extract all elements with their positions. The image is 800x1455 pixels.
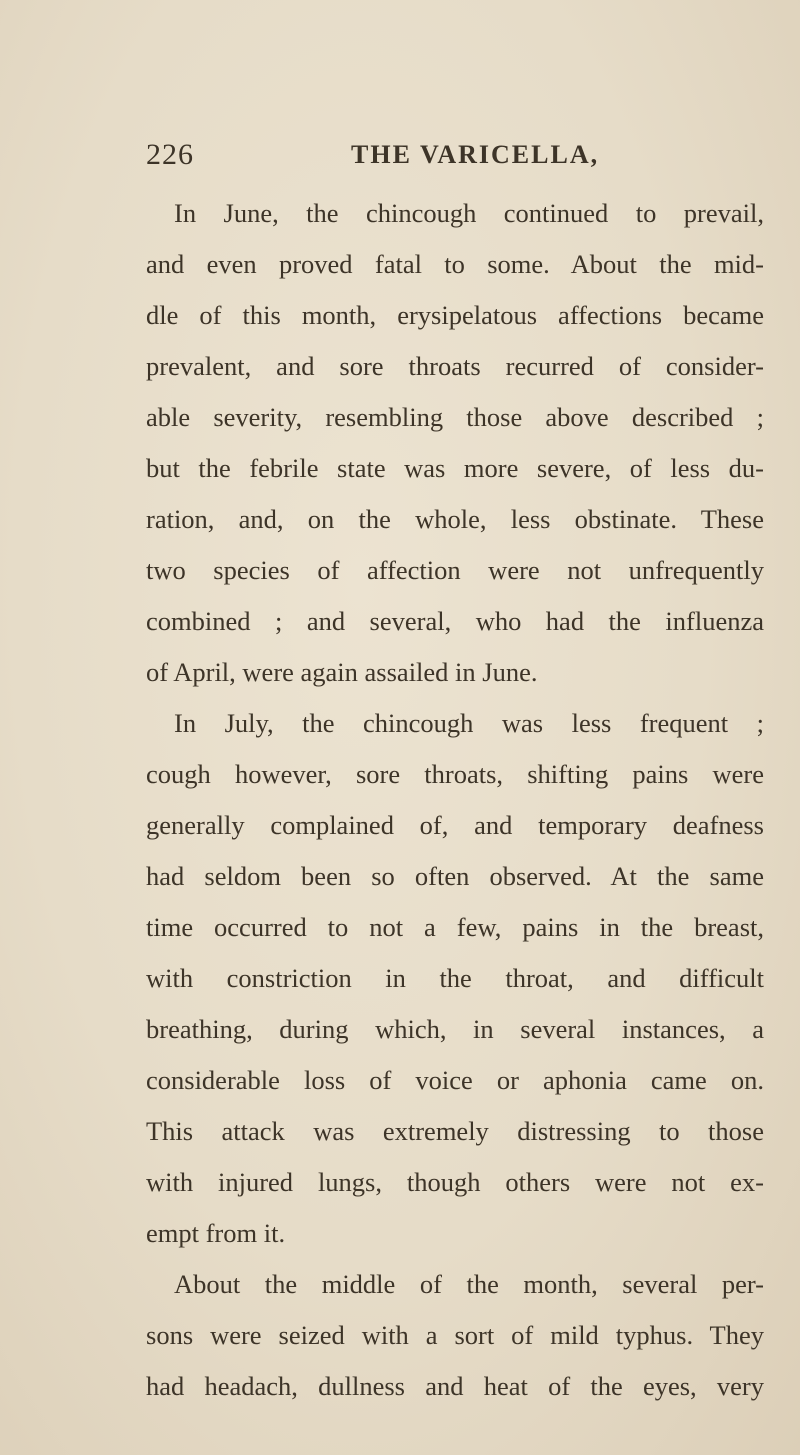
text-line: two species of affection were not unfrequently [146, 555, 764, 585]
text-line: empt from it. [146, 1218, 286, 1248]
text-line: ration, and, on the whole, less obstinate. These [146, 504, 764, 534]
text-line: dle of this month, erysipelatous affections became [146, 300, 764, 330]
text-line: sons were seized with a sort of mild typhus. They [146, 1320, 764, 1350]
text-line: About the middle of the month, several per- [174, 1269, 764, 1299]
text-line: This attack was extremely distressing to those [146, 1116, 764, 1146]
text-line: breathing, during which, in several instances, a [146, 1014, 764, 1044]
text-line: with constriction in the throat, and difficult [146, 963, 764, 993]
text-line: and even proved fatal to some. About the mid- [146, 249, 764, 279]
text-line: In July, the chincough was less frequent ; [174, 708, 764, 738]
text-line: but the febrile state was more severe, of less du- [146, 453, 764, 483]
text-line: considerable loss of voice or aphonia came on. [146, 1065, 764, 1095]
text-line: generally complained of, and temporary deafness [146, 810, 764, 840]
text-line: able severity, resembling those above described ; [146, 402, 764, 432]
text-line: prevalent, and sore throats recurred of consider- [146, 351, 764, 381]
text-line: In June, the chincough continued to prevail, [174, 198, 764, 228]
text-line: of April, were again assailed in June. [146, 657, 538, 687]
text-line: with injured lungs, though others were not ex- [146, 1167, 764, 1197]
text-line: time occurred to not a few, pains in the breast, [146, 912, 764, 942]
text-line: cough however, sore throats, shifting pains were [146, 759, 764, 789]
text-line: combined ; and several, who had the influenza [146, 606, 764, 636]
running-head: THE VARICELLA, [351, 140, 600, 169]
text-line: had seldom been so often observed. At the same [146, 861, 764, 891]
page-header [146, 138, 600, 178]
text-line: had headach, dullness and heat of the eyes, very [146, 1371, 764, 1401]
page-number: 226 [146, 138, 194, 171]
